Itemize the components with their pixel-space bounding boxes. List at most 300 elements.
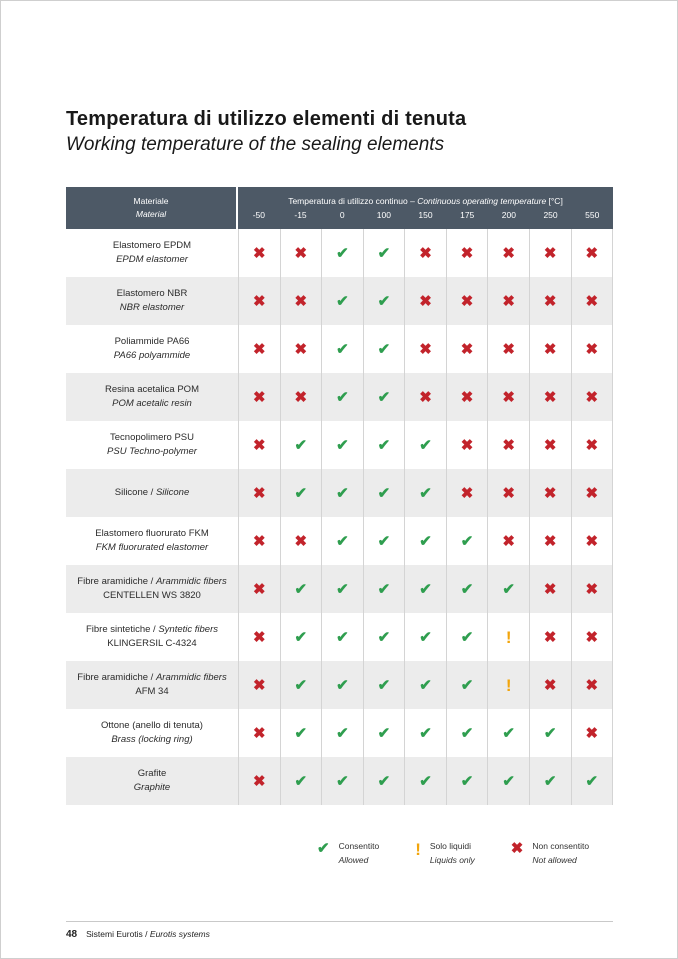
not-allowed-icon: ✖ — [543, 628, 557, 646]
mark-cell — [321, 421, 363, 469]
allowed-icon: ✔ — [377, 676, 391, 694]
not-allowed-icon: ✖ — [419, 388, 432, 406]
not-allowed-icon: ✖ — [294, 292, 308, 310]
table-row — [66, 373, 613, 421]
mark-cell — [321, 469, 363, 517]
not-allowed-icon: ✖ — [294, 388, 308, 406]
allowed-icon: ✔ — [419, 628, 432, 646]
allowed-icon: ✔ — [336, 580, 349, 598]
row-marks — [238, 517, 613, 565]
legend — [317, 840, 589, 867]
mark-cell — [446, 277, 488, 325]
not-allowed-icon: ✖ — [543, 580, 557, 598]
mark-cell — [280, 565, 322, 613]
not-allowed-icon: ✖ — [460, 436, 474, 454]
mark-cell — [363, 325, 405, 373]
temp-col-label: -15 — [294, 210, 307, 220]
table-body — [66, 229, 613, 805]
material-name-line1: Elastomero NBR — [116, 287, 188, 299]
row-marks — [238, 565, 613, 613]
mark-cell — [446, 325, 488, 373]
mark-cell — [404, 613, 446, 661]
mark-cell — [404, 661, 446, 709]
mark-cell — [321, 565, 363, 613]
not-allowed-icon: ✖ — [585, 580, 599, 598]
allowed-icon: ✔ — [377, 580, 391, 598]
row-marks — [238, 757, 613, 805]
temp-col-label: 0 — [339, 210, 345, 220]
allowed-icon: ✔ — [294, 628, 308, 646]
temp-title-unit: [°C] — [546, 196, 563, 206]
mark-cell — [238, 517, 280, 565]
row-marks — [238, 325, 613, 373]
mark-cell — [487, 229, 529, 277]
not-allowed-icon: ✖ — [543, 244, 557, 262]
mark-cell — [238, 229, 280, 277]
allowed-icon: ✔ — [294, 676, 308, 694]
allowed-icon: ✔ — [543, 772, 557, 790]
not-allowed-icon: ✖ — [252, 388, 266, 406]
mark-cell — [487, 469, 529, 517]
not-allowed-icon: ✖ — [460, 292, 474, 310]
material-cell — [66, 469, 238, 517]
mark-cell — [404, 421, 446, 469]
page-footer — [66, 921, 613, 940]
mark-cell — [529, 661, 571, 709]
not-allowed-icon: ✖ — [252, 244, 266, 262]
not-allowed-icon: ✖ — [294, 532, 308, 550]
mark-cell — [321, 325, 363, 373]
mark-cell — [487, 517, 529, 565]
legend-liquids-label-en: Liquids only — [429, 854, 475, 865]
mark-cell — [571, 229, 613, 277]
mark-cell — [571, 469, 613, 517]
footer-text-it: Sistemi Eurotis / — [86, 929, 150, 939]
mark-cell — [529, 613, 571, 661]
allowed-icon: ✔ — [419, 772, 432, 790]
mark-cell — [280, 661, 322, 709]
not-allowed-icon: ✖ — [502, 532, 515, 550]
mark-cell — [487, 277, 529, 325]
material-name-line2: CENTELLEN WS 3820 — [103, 590, 201, 601]
not-allowed-icon: ✖ — [585, 340, 599, 358]
mark-cell — [363, 229, 405, 277]
row-marks — [238, 421, 613, 469]
page-number: 48 — [66, 929, 78, 940]
allowed-icon: ✔ — [585, 772, 599, 790]
page-title: Temperatura di utilizzo elementi di tenuta — [66, 108, 467, 130]
not-allowed-icon: ✖ — [460, 244, 474, 262]
allowed-icon: ✔ — [419, 436, 432, 454]
not-allowed-icon: ✖ — [502, 388, 515, 406]
not-allowed-icon: ✖ — [585, 484, 599, 502]
material-name-line2: FKM fluorurated elastomer — [95, 542, 209, 553]
material-name-line1: Poliammide PA66 — [114, 335, 190, 347]
not-allowed-icon: ✖ — [502, 340, 515, 358]
allowed-icon: ✔ — [336, 676, 349, 694]
not-allowed-icon: ✖ — [294, 244, 308, 262]
mark-cell — [446, 565, 488, 613]
not-allowed-icon: ✖ — [585, 388, 599, 406]
not-allowed-icon: ✖ — [419, 340, 432, 358]
mark-cell — [321, 229, 363, 277]
mark-cell — [571, 709, 613, 757]
temperature-table — [66, 187, 613, 805]
mark-cell — [238, 469, 280, 517]
not-allowed-icon: ✖ — [294, 340, 308, 358]
not-allowed-icon: ✖ — [585, 292, 599, 310]
material-cell — [66, 661, 238, 709]
material-name-line1: Grafite — [137, 767, 167, 779]
not-allowed-icon: ✖ — [543, 676, 557, 694]
legend-liquids-label-it: Solo liquidi — [429, 841, 472, 851]
mark-cell — [446, 757, 488, 805]
legend-liquids-labels — [430, 840, 475, 867]
not-allowed-icon: ✖ — [585, 628, 599, 646]
allowed-icon: ✔ — [419, 484, 432, 502]
allowed-icon: ✔ — [377, 724, 391, 742]
liquids-only-icon: ! — [505, 627, 512, 647]
material-name-line1: Fibre aramidiche / Arammidic fibers — [77, 575, 227, 587]
mark-cell — [363, 661, 405, 709]
material-name-line2: NBR elastomer — [119, 302, 185, 313]
mark-cell — [404, 469, 446, 517]
not-allowed-icon: ✖ — [460, 484, 474, 502]
mark-cell — [404, 229, 446, 277]
material-header-it: Materiale — [133, 195, 169, 206]
not-allowed-icon: ✖ — [460, 340, 474, 358]
mark-cell — [238, 325, 280, 373]
mark-cell — [404, 565, 446, 613]
mark-cell — [280, 757, 322, 805]
material-name-line1: Elastomero fluorurato FKM — [95, 527, 209, 539]
table-row — [66, 517, 613, 565]
mark-cell — [487, 565, 529, 613]
mark-cell — [404, 757, 446, 805]
mark-cell — [571, 565, 613, 613]
not-allowed-icon: ✖ — [252, 436, 266, 454]
mark-cell — [238, 661, 280, 709]
mark-cell — [529, 325, 571, 373]
material-name-line1: Elastomero EPDM — [112, 239, 192, 251]
allowed-icon: ✔ — [377, 388, 391, 406]
not-allowed-icon: ✖ — [585, 436, 599, 454]
temp-col-label: 100 — [376, 210, 391, 220]
allowed-icon: ✔ — [460, 628, 474, 646]
not-allowed-icon: ✖ — [252, 532, 266, 550]
mark-cell — [446, 373, 488, 421]
mark-cell — [238, 565, 280, 613]
footer-text-en: Eurotis systems — [149, 929, 210, 939]
table-row — [66, 757, 613, 805]
mark-cell — [280, 421, 322, 469]
mark-cell — [238, 373, 280, 421]
allowed-icon: ✔ — [419, 676, 432, 694]
material-name-line1: Ottone (anello di tenuta) — [101, 719, 203, 731]
not-allowed-icon: ✖ — [252, 580, 266, 598]
material-cell — [66, 517, 238, 565]
allowed-icon: ✔ — [294, 772, 308, 790]
material-name-line1: Resina acetalica POM — [105, 383, 199, 395]
not-allowed-icon: ✖ — [585, 676, 599, 694]
table-row — [66, 421, 613, 469]
material-cell — [66, 757, 238, 805]
mark-cell — [280, 229, 322, 277]
not-allowed-icon: ✖ — [543, 292, 557, 310]
legend-item-not-allowed — [511, 840, 589, 867]
table-row — [66, 469, 613, 517]
mark-cell — [487, 757, 529, 805]
mark-cell — [446, 421, 488, 469]
mark-cell — [529, 757, 571, 805]
material-header-cell — [66, 187, 236, 229]
mark-cell — [363, 421, 405, 469]
row-marks — [238, 277, 613, 325]
row-marks — [238, 373, 613, 421]
not-allowed-icon: ✖ — [419, 292, 432, 310]
material-name-line2: EPDM elastomer — [116, 254, 188, 265]
allowed-icon: ✔ — [460, 532, 474, 550]
mark-cell — [487, 421, 529, 469]
allowed-icon: ✔ — [294, 580, 308, 598]
allowed-icon: ✔ — [460, 580, 474, 598]
row-marks — [238, 469, 613, 517]
mark-cell — [363, 277, 405, 325]
material-name-line2: Brass (locking ring) — [111, 734, 193, 745]
mark-cell — [446, 709, 488, 757]
material-header-en: Material — [135, 209, 167, 219]
mark-cell — [529, 709, 571, 757]
material-cell — [66, 709, 238, 757]
material-name-line1: Fibre sintetiche / Syntetic fibers — [85, 623, 218, 635]
legend-not-allowed-label-en: Not allowed — [532, 854, 577, 865]
allowed-icon: ✔ — [377, 484, 391, 502]
allowed-icon: ✔ — [377, 532, 391, 550]
not-allowed-icon: ✖ — [543, 340, 557, 358]
not-allowed-icon: ✖ — [502, 484, 515, 502]
material-cell — [66, 613, 238, 661]
allowed-icon: ✔ — [377, 628, 391, 646]
not-allowed-icon: ✖ — [252, 724, 266, 742]
mark-cell — [363, 757, 405, 805]
material-name-line2: Graphite — [133, 782, 171, 793]
allowed-icon: ✔ — [502, 724, 515, 742]
table-row — [66, 277, 613, 325]
row-marks — [238, 613, 613, 661]
material-name-line2: PA66 polyammide — [113, 350, 191, 361]
mark-cell — [280, 325, 322, 373]
not-allowed-icon: ✖ — [543, 436, 557, 454]
not-allowed-icon: ✖ — [252, 628, 266, 646]
allowed-icon: ✔ — [377, 292, 391, 310]
mark-cell — [487, 325, 529, 373]
allowed-icon: ✔ — [294, 436, 308, 454]
not-allowed-icon: ✖ — [252, 772, 266, 790]
mark-cell — [321, 661, 363, 709]
mark-cell — [446, 613, 488, 661]
mark-cell — [280, 469, 322, 517]
liquids-only-icon: ! — [505, 675, 512, 695]
mark-cell — [571, 325, 613, 373]
not-allowed-icon: ✖ — [502, 244, 515, 262]
mark-cell — [363, 565, 405, 613]
mark-cell — [321, 277, 363, 325]
mark-cell — [571, 277, 613, 325]
material-name-line1: Tecnopolimero PSU — [110, 431, 194, 443]
footer-text — [86, 929, 210, 939]
allowed-icon: ✔ — [419, 580, 432, 598]
table-row — [66, 565, 613, 613]
allowed-icon: ✔ — [460, 772, 474, 790]
mark-cell — [487, 373, 529, 421]
allowed-icon: ✔ — [294, 484, 308, 502]
temp-col-label: 175 — [460, 210, 475, 220]
mark-cell — [446, 469, 488, 517]
liquids-only-icon: ! — [415, 840, 421, 859]
mark-cell — [571, 613, 613, 661]
allowed-icon: ✔ — [336, 292, 349, 310]
mark-cell — [238, 709, 280, 757]
not-allowed-icon: ✖ — [252, 484, 266, 502]
mark-cell — [487, 709, 529, 757]
not-allowed-icon: ✖ — [460, 388, 474, 406]
material-name-line1: Silicone / Silicone — [114, 486, 190, 498]
legend-allowed-label-it: Consentito — [338, 841, 380, 851]
table-row — [66, 325, 613, 373]
material-cell — [66, 373, 238, 421]
mark-cell — [571, 421, 613, 469]
allowed-icon: ✔ — [460, 724, 474, 742]
mark-cell — [404, 277, 446, 325]
not-allowed-icon: ✖ — [502, 292, 515, 310]
not-allowed-icon: ✖ — [252, 676, 266, 694]
mark-cell — [487, 613, 529, 661]
not-allowed-icon: ✖ — [543, 532, 557, 550]
temp-col-label: 150 — [418, 210, 433, 220]
mark-cell — [446, 517, 488, 565]
temperature-header-title — [238, 196, 613, 206]
mark-cell — [529, 565, 571, 613]
mark-cell — [280, 517, 322, 565]
not-allowed-icon: ✖ — [585, 244, 599, 262]
material-name-line2: AFM 34 — [135, 686, 169, 697]
table-row — [66, 661, 613, 709]
mark-cell — [571, 757, 613, 805]
mark-cell — [529, 517, 571, 565]
mark-cell — [571, 517, 613, 565]
mark-cell — [238, 757, 280, 805]
temp-title-en: Continuous operating temperature — [417, 196, 547, 206]
mark-cell — [238, 421, 280, 469]
mark-cell — [363, 709, 405, 757]
material-cell — [66, 565, 238, 613]
mark-cell — [321, 757, 363, 805]
allowed-icon: ✔ — [336, 724, 349, 742]
mark-cell — [321, 709, 363, 757]
legend-not-allowed-label-it: Non consentito — [532, 841, 590, 851]
temp-col-label: 550 — [585, 210, 600, 220]
mark-cell — [404, 373, 446, 421]
not-allowed-icon: ✖ — [585, 532, 599, 550]
page-title-block — [66, 108, 466, 156]
mark-cell — [321, 373, 363, 421]
page-subtitle: Working temperature of the sealing elements — [66, 134, 445, 155]
material-cell — [66, 325, 238, 373]
not-allowed-icon: ✖ — [502, 436, 515, 454]
mark-cell — [321, 517, 363, 565]
mark-cell — [280, 277, 322, 325]
legend-allowed-label-en: Allowed — [338, 854, 369, 865]
mark-cell — [571, 373, 613, 421]
mark-cell — [238, 613, 280, 661]
table-row — [66, 229, 613, 277]
mark-cell — [363, 373, 405, 421]
mark-cell — [446, 661, 488, 709]
not-allowed-icon: ✖ — [585, 724, 599, 742]
mark-cell — [321, 613, 363, 661]
allowed-icon: ✔ — [543, 724, 557, 742]
allowed-icon: ✔ — [336, 340, 349, 358]
allowed-icon: ✔ — [502, 772, 515, 790]
material-cell — [66, 229, 238, 277]
allowed-icon: ✔ — [336, 244, 349, 262]
not-allowed-icon: ✖ — [543, 388, 557, 406]
temp-col-label: 200 — [501, 210, 516, 220]
not-allowed-icon: ✖ — [419, 244, 432, 262]
mark-cell — [404, 709, 446, 757]
mark-cell — [280, 709, 322, 757]
material-name-line1: Fibre aramidiche / Arammidic fibers — [77, 671, 227, 683]
legend-item-allowed — [317, 840, 379, 867]
mark-cell — [571, 661, 613, 709]
mark-cell — [529, 373, 571, 421]
allowed-icon: ✔ — [294, 724, 308, 742]
mark-cell — [446, 229, 488, 277]
not-allowed-icon: ✖ — [252, 340, 266, 358]
allowed-icon: ✔ — [336, 772, 349, 790]
allowed-icon: ✔ — [336, 532, 349, 550]
table-row — [66, 709, 613, 757]
mark-cell — [529, 229, 571, 277]
allowed-icon: ✔ — [460, 676, 474, 694]
allowed-icon: ✔ — [336, 628, 349, 646]
temp-col-label: 250 — [543, 210, 558, 220]
allowed-icon: ✔ — [336, 484, 349, 502]
temp-title-it: Temperatura di utilizzo continuo – — [288, 196, 418, 206]
mark-cell — [487, 661, 529, 709]
allowed-icon: ✔ — [419, 724, 432, 742]
row-marks — [238, 229, 613, 277]
mark-cell — [529, 469, 571, 517]
allowed-icon: ✔ — [419, 532, 432, 550]
allowed-icon: ✔ — [377, 244, 391, 262]
row-marks — [238, 709, 613, 757]
mark-cell — [363, 613, 405, 661]
allowed-icon: ✔ — [377, 436, 391, 454]
allowed-icon: ✔ — [317, 840, 330, 857]
row-marks — [238, 661, 613, 709]
legend-not-allowed-labels — [532, 840, 589, 867]
mark-cell — [363, 469, 405, 517]
temp-values-row — [238, 210, 613, 220]
mark-cell — [280, 613, 322, 661]
allowed-icon: ✔ — [502, 580, 515, 598]
mark-cell — [404, 517, 446, 565]
table-row — [66, 613, 613, 661]
mark-cell — [363, 517, 405, 565]
mark-cell — [238, 277, 280, 325]
material-name-line2: POM acetalic resin — [112, 398, 192, 409]
